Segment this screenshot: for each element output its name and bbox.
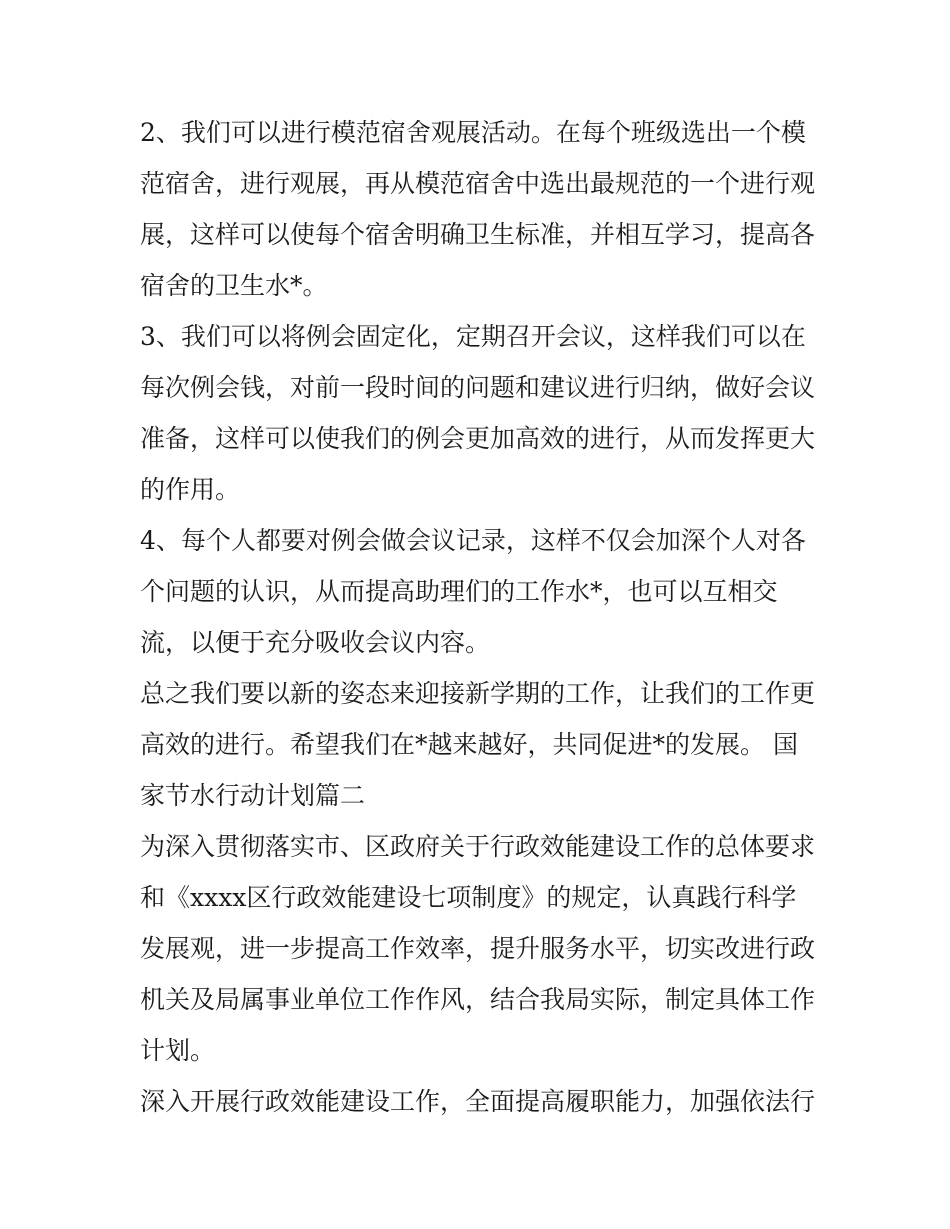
text-line-4: 宿舍的卫生水*。 bbox=[140, 271, 328, 300]
text-line-20: 深入开展行政效能建设工作，全面提高履职能力，加强依法行 bbox=[140, 1087, 816, 1116]
text-line-9: 4、每个人都要对例会做会议记录，这样不仅会加深个人对各 bbox=[140, 526, 806, 555]
text-line-1: 2、我们可以进行模范宿舍观展活动。在每个班级选出一个模 bbox=[140, 118, 806, 147]
text-line-10: 个问题的认识，从而提高助理们的工作水*，也可以互相交 bbox=[140, 577, 778, 606]
text-line-5: 3、我们可以将例会固定化，定期召开会议，这样我们可以在 bbox=[140, 322, 806, 351]
text-line-15: 为深入贯彻落实市、区政府关于行政效能建设工作的总体要求 bbox=[140, 832, 816, 861]
text-line-16: 和《xxxx区行政效能建设七项制度》的规定，认真践行科学 bbox=[140, 883, 797, 912]
text-line-17: 发展观，进一步提高工作效率，提升服务水平，切实改进行政 bbox=[140, 934, 816, 963]
text-line-6: 每次例会钱，对前一段时间的问题和建议进行归纳，做好会议 bbox=[140, 373, 816, 402]
text-line-8: 的作用。 bbox=[140, 475, 241, 504]
text-line-12: 总之我们要以新的姿态来迎接新学期的工作，让我们的工作更 bbox=[140, 679, 816, 708]
text-line-19: 计划。 bbox=[140, 1036, 216, 1065]
text-line-7: 准备，这样可以使我们的例会更加高效的进行，从而发挥更大 bbox=[140, 424, 816, 453]
document-body bbox=[140, 107, 820, 1127]
text-line-11: 流，以便于充分吸收会议内容。 bbox=[140, 628, 491, 657]
text-line-2: 范宿舍，进行观展，再从模范宿舍中选出最规范的一个进行观 bbox=[140, 169, 816, 198]
text-line-18: 机关及局属事业单位工作作风，结合我局实际，制定具体工作 bbox=[140, 985, 816, 1014]
text-line-14: 家节水行动计划篇二 bbox=[140, 781, 366, 810]
text-line-3: 展，这样可以使每个宿舍明确卫生标准，并相互学习，提高各 bbox=[140, 220, 816, 249]
text-line-13: 高效的进行。希望我们在*越来越好，共同促进*的发展。 国 bbox=[140, 730, 798, 759]
